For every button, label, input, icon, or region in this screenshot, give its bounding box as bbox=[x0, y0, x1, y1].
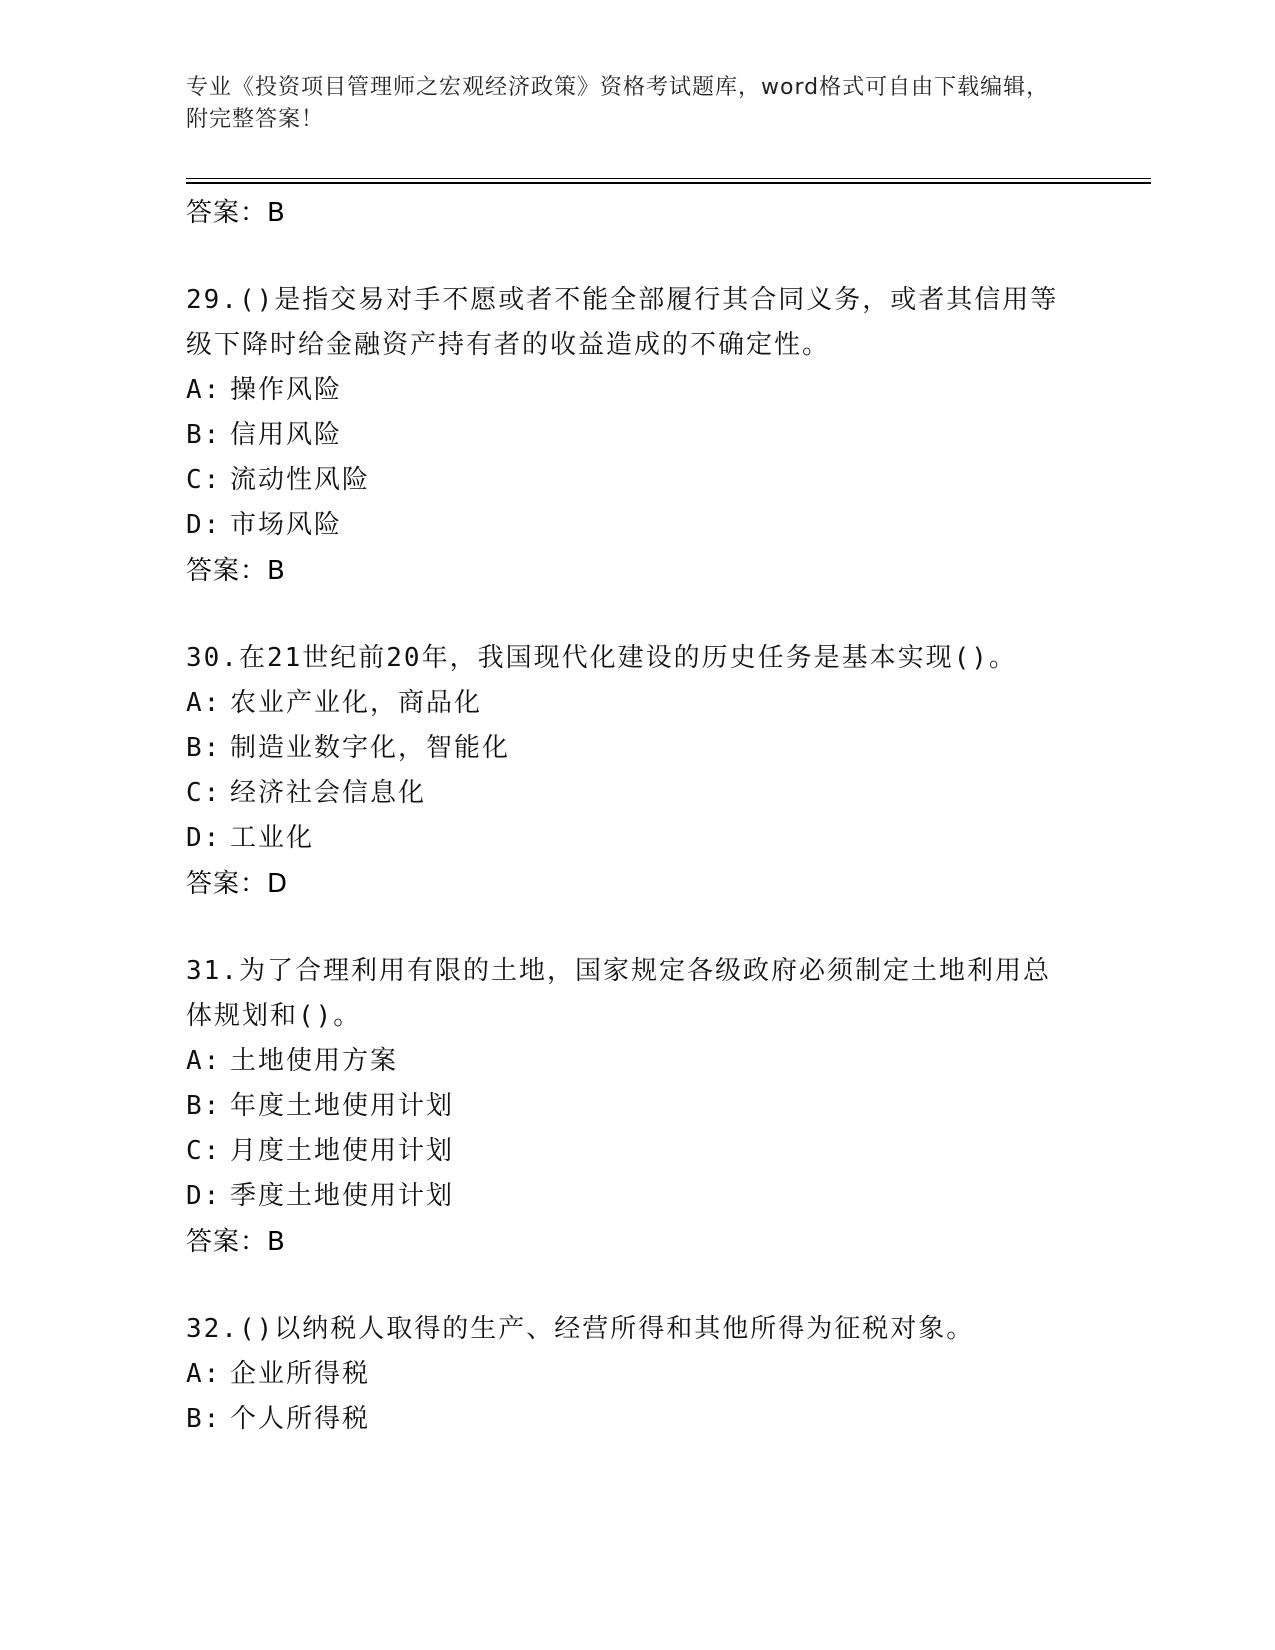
answer-line: 答案：B bbox=[186, 556, 286, 586]
option-text: 制造业数字化，智能化 bbox=[230, 733, 511, 763]
option-text: 操作风险 bbox=[230, 375, 343, 405]
header-rule-thick bbox=[186, 182, 1151, 184]
option-label: B: bbox=[186, 733, 222, 763]
question-list bbox=[186, 190, 1066, 1442]
option-c bbox=[186, 1129, 1066, 1174]
option-label: D: bbox=[186, 823, 222, 853]
option-label: C: bbox=[186, 465, 222, 495]
option-label: D: bbox=[186, 510, 222, 540]
option-b bbox=[186, 726, 1066, 771]
option-b bbox=[186, 1397, 1066, 1442]
option-text: 企业所得税 bbox=[230, 1359, 371, 1389]
question-32 bbox=[186, 1307, 1066, 1442]
option-d bbox=[186, 503, 1066, 548]
option-b bbox=[186, 413, 1066, 458]
option-text: 市场风险 bbox=[230, 510, 343, 540]
option-d bbox=[186, 816, 1066, 861]
option-label: D: bbox=[186, 1181, 222, 1211]
spacer bbox=[186, 236, 1066, 278]
answer-line: 答案：B bbox=[186, 198, 286, 228]
question-30 bbox=[186, 636, 1066, 907]
header-rule-thin bbox=[186, 178, 1151, 179]
option-a bbox=[186, 368, 1066, 413]
answer-line: 答案：B bbox=[186, 1227, 286, 1257]
option-a bbox=[186, 1352, 1066, 1397]
option-a bbox=[186, 681, 1066, 726]
question-29 bbox=[186, 278, 1066, 594]
option-c bbox=[186, 458, 1066, 503]
option-text: 经济社会信息化 bbox=[230, 778, 427, 808]
option-text: 流动性风险 bbox=[230, 465, 371, 495]
option-c bbox=[186, 771, 1066, 816]
question-31 bbox=[186, 949, 1066, 1265]
option-text: 农业产业化，商品化 bbox=[230, 688, 483, 718]
option-text: 个人所得税 bbox=[230, 1404, 371, 1434]
option-d bbox=[186, 1174, 1066, 1219]
spacer bbox=[186, 907, 1066, 949]
option-b bbox=[186, 1084, 1066, 1129]
option-text: 月度土地使用计划 bbox=[230, 1136, 455, 1166]
option-label: B: bbox=[186, 1404, 222, 1434]
option-label: C: bbox=[186, 1136, 222, 1166]
option-a bbox=[186, 1039, 1066, 1084]
option-label: B: bbox=[186, 1091, 222, 1121]
page-header: 专业《投资项目管理师之宏观经济政策》资格考试题库，word格式可自由下载编辑，附完整答案！ bbox=[186, 75, 1050, 132]
spacer bbox=[186, 594, 1066, 636]
option-text: 信用风险 bbox=[230, 420, 343, 450]
option-label: A: bbox=[186, 375, 222, 405]
option-text: 工业化 bbox=[230, 823, 315, 853]
option-label: A: bbox=[186, 688, 222, 718]
option-label: C: bbox=[186, 778, 222, 808]
answer-line: 答案：D bbox=[186, 869, 289, 899]
option-text: 年度土地使用计划 bbox=[230, 1091, 455, 1121]
option-label: A: bbox=[186, 1046, 222, 1076]
question-text: 32.()以纳税人取得的生产、经营所得和其他所得为征税对象。 bbox=[186, 1314, 975, 1344]
question-text: 29.()是指交易对手不愿或者不能全部履行其合同义务，或者其信用等级下降时给金融资产持有者的收益造成的不确定性。 bbox=[186, 285, 1059, 360]
option-text: 季度土地使用计划 bbox=[230, 1181, 455, 1211]
question-text: 30.在21世纪前20年，我国现代化建设的历史任务是基本实现()。 bbox=[186, 643, 1017, 673]
option-label: B: bbox=[186, 420, 222, 450]
option-text: 土地使用方案 bbox=[230, 1046, 399, 1076]
spacer bbox=[186, 1265, 1066, 1307]
option-label: A: bbox=[186, 1359, 222, 1389]
question-text: 31.为了合理利用有限的土地，国家规定各级政府必须制定土地利用总体规划和()。 bbox=[186, 956, 1051, 1031]
